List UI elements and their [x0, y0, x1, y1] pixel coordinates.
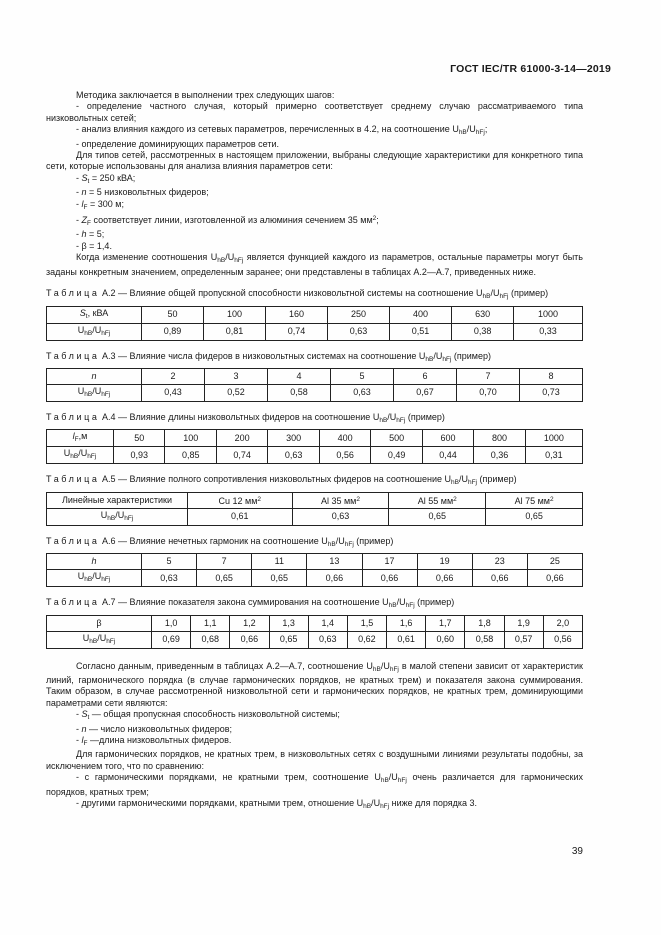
page-number: 39: [571, 846, 583, 857]
table-header-cell: $U_{hB}/U_{hFj}$: [47, 631, 152, 648]
table-cell: 23: [472, 554, 527, 570]
table-cell: 0,81: [204, 323, 266, 340]
table-cell: 0,85: [165, 447, 216, 464]
table-header-cell: Линейные характеристики: [47, 492, 188, 508]
table-cell: 0,33: [514, 323, 583, 340]
table-header-cell: $S_t$, кВА: [47, 306, 142, 323]
document-header: ГОСТ IEC/TR 61000-3-14—2019: [450, 63, 611, 75]
table-header-cell: n: [47, 368, 142, 384]
table-cell: 0,70: [457, 384, 520, 401]
table-cell: 0,66: [307, 570, 362, 587]
table-cell: 1000: [514, 306, 583, 323]
table-cell: 300: [268, 430, 319, 447]
table-cell: 0,63: [308, 631, 347, 648]
table-cell: 1,5: [347, 615, 386, 631]
table-cell: 160: [266, 306, 328, 323]
table-cell: 1,4: [308, 615, 347, 631]
table-cell: 1,6: [387, 615, 426, 631]
table-caption: Таблица А.3 — Влияние числа фидеров в низковольтных системах на соотношение $U_{hB}/U_{hFj}$ (пример): [46, 350, 491, 363]
intro-paragraph: Когда изменение соотношения $U_{hB}/U_{hFj}$ является функцией каждого из параметров, остальные параметры могут быть заданы конкретным значением, определенным заранее; они представлены в таблицах А.2—А.7, приведенных ниже.: [46, 252, 583, 277]
table-cell: 0,63: [292, 508, 389, 525]
table-cell: 0,44: [422, 447, 473, 464]
table-cell: 1,8: [465, 615, 504, 631]
table-cell: 0,74: [266, 323, 328, 340]
table-cell: 0,74: [216, 447, 267, 464]
table-cell: 800: [474, 430, 525, 447]
table-cell: 250: [328, 306, 390, 323]
param-item: - β = 1,4.: [76, 240, 112, 251]
table-cell: 0,65: [252, 570, 307, 587]
table-cell: 17: [362, 554, 417, 570]
table-header-cell: β: [47, 615, 152, 631]
intro-paragraph: Методика заключается в выполнении трех следующих шагов:: [76, 90, 335, 100]
table-header-cell: h: [47, 554, 142, 570]
table-cell: 400: [390, 306, 452, 323]
table-cell: 50: [142, 306, 204, 323]
table-cell: 0,65: [197, 570, 252, 587]
table-row: [47, 508, 583, 525]
table-row: [47, 430, 583, 447]
table-cell: 0,68: [191, 631, 230, 648]
table-cell: 1,2: [230, 615, 269, 631]
table-cell: 5: [331, 368, 394, 384]
outro-bullet: - с гармоническими порядками, не кратными трем, соотношение $U_{hB}/U_{hFj}$ очень различается для гармонических порядков, кратных трем;: [46, 772, 583, 797]
table-cell: 0,56: [543, 631, 582, 648]
table-header-cell: $l_F,м$: [47, 430, 114, 447]
table-cell: 0,66: [417, 570, 472, 587]
table-cell: 0,63: [331, 384, 394, 401]
outro-paragraph: Для гармонических порядков, не кратных трем, в низковольтных сетях с воздушными линиями результаты подобны, за исключением того, что по сравнению:: [46, 749, 583, 771]
table-row: [47, 570, 583, 587]
table-cell: 500: [371, 430, 422, 447]
table-cell: Cu 12 $мм^2$: [188, 492, 293, 508]
table-caption: Таблица А.5 — Влияние полного сопротивления низковольтных фидеров на соотношение $U_{hB}/U_{hFj}$ (пример): [46, 474, 517, 487]
table-cell: 200: [216, 430, 267, 447]
table-cell: 100: [204, 306, 266, 323]
table-row: [47, 384, 583, 401]
table-cell: 0,89: [142, 323, 204, 340]
table-cell: 0,31: [525, 447, 582, 464]
table-cell: 2: [142, 368, 205, 384]
table-cell: 400: [319, 430, 370, 447]
table-a7: [46, 615, 583, 649]
param-item: - h = 5;: [76, 229, 105, 240]
table-row: [47, 306, 583, 323]
table-caption: Таблица А.2 — Влияние общей пропускной способности низковольтной системы на соотношение $U_{hB}/U_{hFj}$ (пример): [46, 288, 549, 301]
table-cell: 0,63: [328, 323, 390, 340]
table-cell: 0,51: [390, 323, 452, 340]
table-cell: 1,3: [269, 615, 308, 631]
outro-bullet: - $l_F$ —длина низковольтных фидеров.: [76, 734, 232, 747]
table-header-cell: $U_{hB}/U_{hFj}$: [47, 384, 142, 401]
table-row: [47, 368, 583, 384]
intro-bullet: - анализ влияния каждого из сетевых параметров, перечисленных в 4.2, на соотношение $U_{hB}/U_{hFj}$;: [76, 124, 488, 137]
table-cell: 100: [165, 430, 216, 447]
table-cell: 50: [114, 430, 165, 447]
intro-bullet: - определение частного случая, который примерно соответствует среднему случаю рассматриваемого типа низковольтных сетей;: [46, 101, 583, 123]
outro-bullet: - $S_t$ — общая пропускная способность низковольтной системы;: [76, 709, 340, 722]
table-row: [47, 492, 583, 508]
table-cell: 1,0: [152, 615, 191, 631]
table-cell: 0,66: [230, 631, 269, 648]
table-cell: Al 75 $мм^2$: [486, 492, 583, 508]
table-cell: 0,43: [142, 384, 205, 401]
table-header-cell: $U_{hB}/U_{hFj}$: [47, 570, 142, 587]
table-cell: 5: [142, 554, 197, 570]
table-cell: 1000: [525, 430, 582, 447]
table-cell: 0,61: [188, 508, 293, 525]
table-row: [47, 323, 583, 340]
table-cell: 0,66: [527, 570, 582, 587]
table-cell: 0,57: [504, 631, 543, 648]
table-cell: 6: [394, 368, 457, 384]
table-cell: 8: [520, 368, 583, 384]
table-cell: 0,56: [319, 447, 370, 464]
table-cell: 7: [197, 554, 252, 570]
table-cell: 0,60: [426, 631, 465, 648]
page-content: [46, 90, 583, 812]
table-cell: 1,7: [426, 615, 465, 631]
table-cell: 0,65: [486, 508, 583, 525]
table-cell: 11: [252, 554, 307, 570]
param-item: - $Z_F$ соответствует линии, изготовленной из алюминия сечением 35 $мм^2$;: [76, 215, 379, 228]
table-cell: 2,0: [543, 615, 582, 631]
table-cell: 0,62: [347, 631, 386, 648]
table-a5: [46, 492, 583, 526]
table-cell: 0,63: [142, 570, 197, 587]
table-cell: 0,38: [452, 323, 514, 340]
table-cell: 0,61: [387, 631, 426, 648]
table-cell: 0,93: [114, 447, 165, 464]
table-cell: 13: [307, 554, 362, 570]
table-cell: 1,9: [504, 615, 543, 631]
table-caption: Таблица А.6 — Влияние нечетных гармоник на соотношение $U_{hB}/U_{hFj}$ (пример): [46, 535, 394, 548]
table-cell: 0,63: [268, 447, 319, 464]
table-cell: 600: [422, 430, 473, 447]
param-item: - $l_F = 300$ м;: [76, 198, 124, 211]
table-cell: 0,65: [269, 631, 308, 648]
table-cell: 7: [457, 368, 520, 384]
table-cell: 0,52: [205, 384, 268, 401]
table-cell: 0,73: [520, 384, 583, 401]
table-cell: 0,36: [474, 447, 525, 464]
table-a4: [46, 429, 583, 464]
param-item: - n = 5 низковольтных фидеров;: [76, 187, 209, 198]
table-cell: 0,66: [472, 570, 527, 587]
table-cell: 0,65: [389, 508, 486, 525]
table-cell: 4: [268, 368, 331, 384]
table-a6: [46, 553, 583, 587]
table-row: [47, 615, 583, 631]
table-cell: 0,58: [268, 384, 331, 401]
table-row: [47, 447, 583, 464]
intro-bullet: - определение доминирующих параметров сети.: [76, 138, 280, 149]
table-caption: Таблица А.7 — Влияние показателя закона суммирования на соотношение $U_{hB}/U_{hFj}$ (пример): [46, 597, 455, 610]
table-header-cell: $U_{hB}/U_{hFj}$: [47, 508, 188, 525]
table-a2: [46, 306, 583, 341]
outro-bullet: - n — число низковольтных фидеров;: [76, 723, 233, 734]
table-cell: Al 35 $мм^2$: [292, 492, 389, 508]
table-cell: 0,66: [362, 570, 417, 587]
table-cell: 0,67: [394, 384, 457, 401]
table-cell: 3: [205, 368, 268, 384]
table-header-cell: $U_{hB}/U_{hFj}$: [47, 323, 142, 340]
table-cell: 1,1: [191, 615, 230, 631]
table-row: [47, 554, 583, 570]
table-cell: 0,49: [371, 447, 422, 464]
table-cell: 25: [527, 554, 582, 570]
table-a3: [46, 368, 583, 402]
table-caption: Таблица А.4 — Влияние длины низковольтных фидеров на соотношение $U_{hB}/U_{hFj}$ (пример): [46, 411, 445, 424]
outro-paragraph: Согласно данным, приведенным в таблицах А.2—А.7, соотношение $U_{hB}/U_{hFj}$ в малой степени зависит от характеристик линий, гармонического порядка (в случае гармонических порядков, не кратных трем) и показателя закона суммирования. Таким образом, в случае рассмотренной низковольтной сети и гармонических порядков, не кратных трем, доминирующими параметрами сети являются:: [46, 660, 583, 708]
table-header-cell: $U_{hB}/U_{hFj}$: [47, 447, 114, 464]
table-cell: 0,58: [465, 631, 504, 648]
outro-bullet: - другими гармоническими порядками, кратными трем, отношение $U_{hB}/U_{hFj}$ ниже для порядка 3.: [76, 798, 478, 810]
table-cell: 19: [417, 554, 472, 570]
table-cell: Al 55 $мм^2$: [389, 492, 486, 508]
table-row: [47, 631, 583, 648]
table-cell: 0,69: [152, 631, 191, 648]
table-cell: 630: [452, 306, 514, 323]
param-item: - $S_t = 250$ кВА;: [76, 172, 136, 185]
intro-paragraph: Для типов сетей, рассмотренных в настоящем приложении, выбраны следующие характеристики для конкретного типа сети, которые использованы для анализа влияния параметров сети:: [46, 150, 583, 172]
